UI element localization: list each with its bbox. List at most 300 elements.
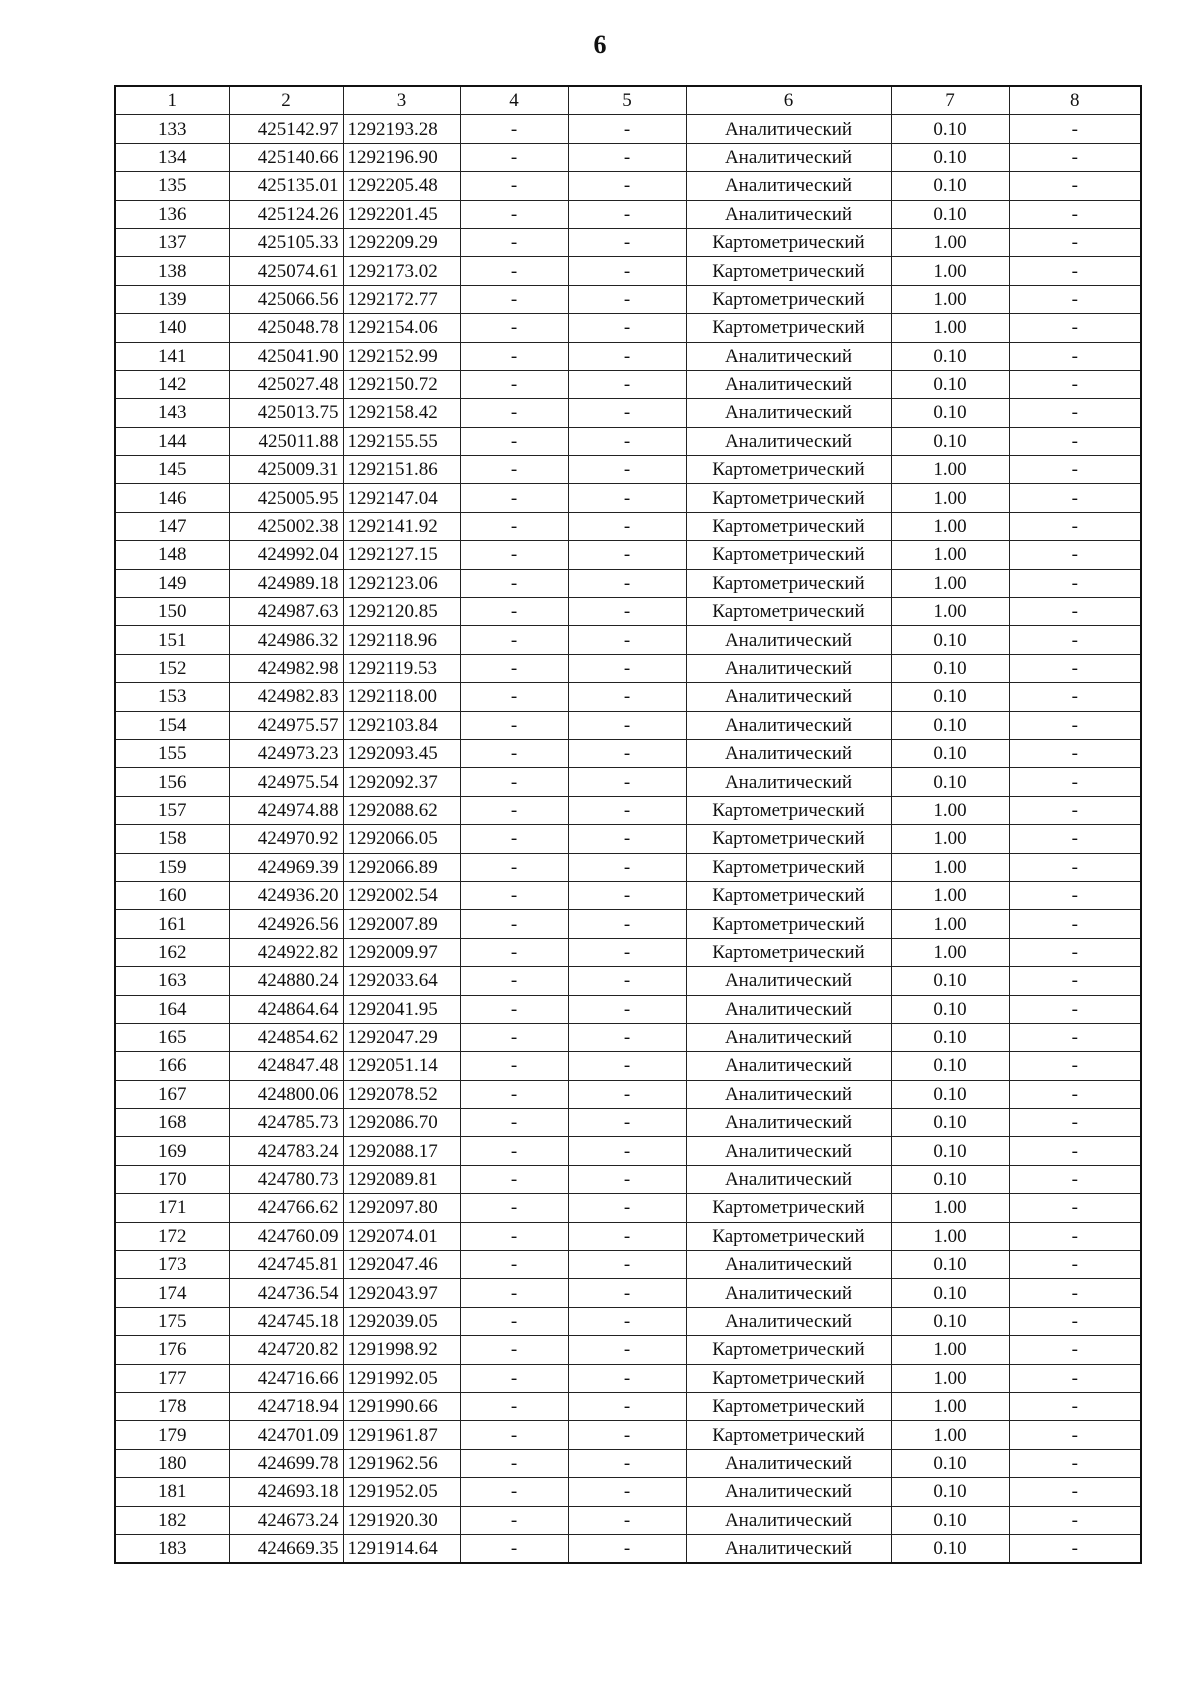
method-cell: Аналитический: [686, 683, 891, 711]
table-row: [115, 626, 1141, 654]
point-number-cell: 160: [115, 881, 229, 909]
method-cell: Аналитический: [686, 1165, 891, 1193]
col5-cell: -: [568, 711, 686, 739]
col8-cell: -: [1009, 1421, 1141, 1449]
col4-cell: -: [460, 1449, 568, 1477]
col4-cell: -: [460, 938, 568, 966]
accuracy-cell: 1.00: [891, 484, 1009, 512]
col8-cell: -: [1009, 1052, 1141, 1080]
col5-cell: -: [568, 1449, 686, 1477]
x-coordinate-cell: 424880.24: [229, 967, 343, 995]
col5-cell: -: [568, 541, 686, 569]
x-coordinate-cell: 425041.90: [229, 342, 343, 370]
x-coordinate-cell: 424780.73: [229, 1165, 343, 1193]
accuracy-cell: 1.00: [891, 910, 1009, 938]
col4-cell: -: [460, 1023, 568, 1051]
col4-cell: -: [460, 1222, 568, 1250]
col4-cell: -: [460, 881, 568, 909]
x-coordinate-cell: 424982.98: [229, 654, 343, 682]
y-coordinate-cell: 1292152.99: [343, 342, 460, 370]
point-number-cell: 167: [115, 1080, 229, 1108]
col5-cell: -: [568, 910, 686, 938]
col8-cell: -: [1009, 598, 1141, 626]
method-cell: Аналитический: [686, 739, 891, 767]
table-row: [115, 1109, 1141, 1137]
header-cell-8: 8: [1009, 86, 1141, 115]
point-number-cell: 170: [115, 1165, 229, 1193]
method-cell: Аналитический: [686, 1534, 891, 1563]
y-coordinate-cell: 1291962.56: [343, 1449, 460, 1477]
accuracy-cell: 0.10: [891, 1307, 1009, 1335]
method-cell: Аналитический: [686, 768, 891, 796]
col8-cell: -: [1009, 200, 1141, 228]
accuracy-cell: 1.00: [891, 285, 1009, 313]
col4-cell: -: [460, 1080, 568, 1108]
x-coordinate-cell: 424745.18: [229, 1307, 343, 1335]
accuracy-cell: 1.00: [891, 796, 1009, 824]
x-coordinate-cell: 424745.81: [229, 1251, 343, 1279]
x-coordinate-cell: 425066.56: [229, 285, 343, 313]
col5-cell: -: [568, 512, 686, 540]
y-coordinate-cell: 1292097.80: [343, 1194, 460, 1222]
col4-cell: -: [460, 427, 568, 455]
col5-cell: -: [568, 1307, 686, 1335]
col5-cell: -: [568, 853, 686, 881]
col8-cell: -: [1009, 1194, 1141, 1222]
col5-cell: -: [568, 739, 686, 767]
y-coordinate-cell: 1292086.70: [343, 1109, 460, 1137]
col4-cell: -: [460, 654, 568, 682]
accuracy-cell: 0.10: [891, 1080, 1009, 1108]
method-cell: Картометрический: [686, 796, 891, 824]
col5-cell: -: [568, 1421, 686, 1449]
accuracy-cell: 0.10: [891, 1279, 1009, 1307]
y-coordinate-cell: 1291952.05: [343, 1478, 460, 1506]
point-number-cell: 162: [115, 938, 229, 966]
header-cell-1: 1: [115, 86, 229, 115]
table-row: [115, 370, 1141, 398]
col4-cell: -: [460, 853, 568, 881]
col8-cell: -: [1009, 1364, 1141, 1392]
col5-cell: -: [568, 399, 686, 427]
x-coordinate-cell: 424800.06: [229, 1080, 343, 1108]
accuracy-cell: 0.10: [891, 1137, 1009, 1165]
accuracy-cell: 0.10: [891, 768, 1009, 796]
x-coordinate-cell: 424785.73: [229, 1109, 343, 1137]
point-number-cell: 152: [115, 654, 229, 682]
col4-cell: -: [460, 1251, 568, 1279]
header-cell-3: 3: [343, 86, 460, 115]
table-row: [115, 456, 1141, 484]
point-number-cell: 158: [115, 825, 229, 853]
col4-cell: -: [460, 1307, 568, 1335]
x-coordinate-cell: 425135.01: [229, 172, 343, 200]
col5-cell: -: [568, 938, 686, 966]
col5-cell: -: [568, 172, 686, 200]
coordinates-table: [114, 85, 1142, 1564]
y-coordinate-cell: 1292141.92: [343, 512, 460, 540]
accuracy-cell: 1.00: [891, 1392, 1009, 1420]
col5-cell: -: [568, 1534, 686, 1563]
accuracy-cell: 0.10: [891, 115, 1009, 143]
method-cell: Аналитический: [686, 995, 891, 1023]
method-cell: Аналитический: [686, 626, 891, 654]
col4-cell: -: [460, 1478, 568, 1506]
method-cell: Картометрический: [686, 484, 891, 512]
col4-cell: -: [460, 1137, 568, 1165]
y-coordinate-cell: 1292103.84: [343, 711, 460, 739]
col8-cell: -: [1009, 342, 1141, 370]
table-row: [115, 1392, 1141, 1420]
accuracy-cell: 0.10: [891, 711, 1009, 739]
point-number-cell: 146: [115, 484, 229, 512]
y-coordinate-cell: 1291998.92: [343, 1336, 460, 1364]
accuracy-cell: 0.10: [891, 1449, 1009, 1477]
y-coordinate-cell: 1292205.48: [343, 172, 460, 200]
col8-cell: -: [1009, 228, 1141, 256]
table-row: [115, 1478, 1141, 1506]
col5-cell: -: [568, 1194, 686, 1222]
point-number-cell: 143: [115, 399, 229, 427]
method-cell: Аналитический: [686, 1023, 891, 1051]
accuracy-cell: 0.10: [891, 967, 1009, 995]
accuracy-cell: 0.10: [891, 683, 1009, 711]
table-row: [115, 512, 1141, 540]
col5-cell: -: [568, 115, 686, 143]
x-coordinate-cell: 424926.56: [229, 910, 343, 938]
col4-cell: -: [460, 1392, 568, 1420]
y-coordinate-cell: 1292158.42: [343, 399, 460, 427]
y-coordinate-cell: 1292066.89: [343, 853, 460, 881]
x-coordinate-cell: 425140.66: [229, 143, 343, 171]
accuracy-cell: 0.10: [891, 739, 1009, 767]
y-coordinate-cell: 1292147.04: [343, 484, 460, 512]
table-row: [115, 1534, 1141, 1563]
accuracy-cell: 0.10: [891, 626, 1009, 654]
method-cell: Картометрический: [686, 825, 891, 853]
col8-cell: -: [1009, 172, 1141, 200]
method-cell: Картометрический: [686, 881, 891, 909]
table-row: [115, 1023, 1141, 1051]
table-row: [115, 257, 1141, 285]
table-row: [115, 967, 1141, 995]
method-cell: Картометрический: [686, 1222, 891, 1250]
col5-cell: -: [568, 370, 686, 398]
col4-cell: -: [460, 995, 568, 1023]
accuracy-cell: 0.10: [891, 1534, 1009, 1563]
col8-cell: -: [1009, 1534, 1141, 1563]
col5-cell: -: [568, 598, 686, 626]
y-coordinate-cell: 1292041.95: [343, 995, 460, 1023]
col4-cell: -: [460, 1421, 568, 1449]
col4-cell: -: [460, 739, 568, 767]
point-number-cell: 177: [115, 1364, 229, 1392]
table-row: [115, 342, 1141, 370]
method-cell: Аналитический: [686, 654, 891, 682]
table-row: [115, 1449, 1141, 1477]
accuracy-cell: 1.00: [891, 257, 1009, 285]
point-number-cell: 163: [115, 967, 229, 995]
col8-cell: -: [1009, 626, 1141, 654]
y-coordinate-cell: 1292047.46: [343, 1251, 460, 1279]
x-coordinate-cell: 425074.61: [229, 257, 343, 285]
y-coordinate-cell: 1292155.55: [343, 427, 460, 455]
method-cell: Картометрический: [686, 569, 891, 597]
col5-cell: -: [568, 1478, 686, 1506]
col8-cell: -: [1009, 1478, 1141, 1506]
col4-cell: -: [460, 796, 568, 824]
table-row: [115, 796, 1141, 824]
table-row: [115, 938, 1141, 966]
y-coordinate-cell: 1292047.29: [343, 1023, 460, 1051]
x-coordinate-cell: 424974.88: [229, 796, 343, 824]
point-number-cell: 176: [115, 1336, 229, 1364]
method-cell: Аналитический: [686, 370, 891, 398]
table-row: [115, 1336, 1141, 1364]
x-coordinate-cell: 424669.35: [229, 1534, 343, 1563]
col8-cell: -: [1009, 683, 1141, 711]
method-cell: Картометрический: [686, 1336, 891, 1364]
method-cell: Картометрический: [686, 598, 891, 626]
col4-cell: -: [460, 1534, 568, 1563]
method-cell: Картометрический: [686, 1194, 891, 1222]
y-coordinate-cell: 1292074.01: [343, 1222, 460, 1250]
accuracy-cell: 0.10: [891, 1052, 1009, 1080]
table-row: [115, 1165, 1141, 1193]
y-coordinate-cell: 1292154.06: [343, 314, 460, 342]
col5-cell: -: [568, 569, 686, 597]
x-coordinate-cell: 424969.39: [229, 853, 343, 881]
table-row: [115, 1307, 1141, 1335]
y-coordinate-cell: 1292150.72: [343, 370, 460, 398]
col8-cell: -: [1009, 853, 1141, 881]
x-coordinate-cell: 425124.26: [229, 200, 343, 228]
col5-cell: -: [568, 143, 686, 171]
col8-cell: -: [1009, 512, 1141, 540]
accuracy-cell: 0.10: [891, 143, 1009, 171]
accuracy-cell: 0.10: [891, 200, 1009, 228]
point-number-cell: 154: [115, 711, 229, 739]
y-coordinate-cell: 1292043.97: [343, 1279, 460, 1307]
col4-cell: -: [460, 1052, 568, 1080]
table-row: [115, 569, 1141, 597]
col5-cell: -: [568, 1052, 686, 1080]
accuracy-cell: 0.10: [891, 172, 1009, 200]
y-coordinate-cell: 1292127.15: [343, 541, 460, 569]
col8-cell: -: [1009, 541, 1141, 569]
col5-cell: -: [568, 654, 686, 682]
col4-cell: -: [460, 143, 568, 171]
y-coordinate-cell: 1292193.28: [343, 115, 460, 143]
method-cell: Картометрический: [686, 285, 891, 313]
col4-cell: -: [460, 399, 568, 427]
method-cell: Аналитический: [686, 1137, 891, 1165]
point-number-cell: 137: [115, 228, 229, 256]
col4-cell: -: [460, 228, 568, 256]
x-coordinate-cell: 424987.63: [229, 598, 343, 626]
point-number-cell: 165: [115, 1023, 229, 1051]
accuracy-cell: 1.00: [891, 1364, 1009, 1392]
method-cell: Аналитический: [686, 711, 891, 739]
point-number-cell: 136: [115, 200, 229, 228]
col8-cell: -: [1009, 569, 1141, 597]
x-coordinate-cell: 424699.78: [229, 1449, 343, 1477]
col5-cell: -: [568, 825, 686, 853]
accuracy-cell: 1.00: [891, 512, 1009, 540]
accuracy-cell: 1.00: [891, 598, 1009, 626]
x-coordinate-cell: 424760.09: [229, 1222, 343, 1250]
x-coordinate-cell: 424989.18: [229, 569, 343, 597]
col8-cell: -: [1009, 143, 1141, 171]
col5-cell: -: [568, 285, 686, 313]
col4-cell: -: [460, 285, 568, 313]
col8-cell: -: [1009, 995, 1141, 1023]
col8-cell: -: [1009, 1109, 1141, 1137]
point-number-cell: 142: [115, 370, 229, 398]
method-cell: Картометрический: [686, 1421, 891, 1449]
col4-cell: -: [460, 910, 568, 938]
table-header-row: [115, 86, 1141, 115]
method-cell: Картометрический: [686, 257, 891, 285]
accuracy-cell: 0.10: [891, 1251, 1009, 1279]
accuracy-cell: 0.10: [891, 1109, 1009, 1137]
col5-cell: -: [568, 228, 686, 256]
method-cell: Картометрический: [686, 853, 891, 881]
y-coordinate-cell: 1292209.29: [343, 228, 460, 256]
col8-cell: -: [1009, 825, 1141, 853]
col5-cell: -: [568, 484, 686, 512]
y-coordinate-cell: 1292066.05: [343, 825, 460, 853]
accuracy-cell: 1.00: [891, 569, 1009, 597]
point-number-cell: 172: [115, 1222, 229, 1250]
point-number-cell: 182: [115, 1506, 229, 1534]
col8-cell: -: [1009, 1392, 1141, 1420]
table-row: [115, 768, 1141, 796]
y-coordinate-cell: 1292120.85: [343, 598, 460, 626]
method-cell: Картометрический: [686, 910, 891, 938]
accuracy-cell: 1.00: [891, 1421, 1009, 1449]
accuracy-cell: 0.10: [891, 342, 1009, 370]
accuracy-cell: 1.00: [891, 228, 1009, 256]
header-cell-5: 5: [568, 86, 686, 115]
y-coordinate-cell: 1292196.90: [343, 143, 460, 171]
col8-cell: -: [1009, 768, 1141, 796]
y-coordinate-cell: 1292002.54: [343, 881, 460, 909]
x-coordinate-cell: 424766.62: [229, 1194, 343, 1222]
col5-cell: -: [568, 683, 686, 711]
point-number-cell: 151: [115, 626, 229, 654]
x-coordinate-cell: 424701.09: [229, 1421, 343, 1449]
col5-cell: -: [568, 967, 686, 995]
x-coordinate-cell: 425013.75: [229, 399, 343, 427]
col4-cell: -: [460, 257, 568, 285]
accuracy-cell: 0.10: [891, 1165, 1009, 1193]
table-row: [115, 1080, 1141, 1108]
col8-cell: -: [1009, 1307, 1141, 1335]
method-cell: Аналитический: [686, 143, 891, 171]
x-coordinate-cell: 424693.18: [229, 1478, 343, 1506]
accuracy-cell: 1.00: [891, 1222, 1009, 1250]
y-coordinate-cell: 1292201.45: [343, 200, 460, 228]
table-row: [115, 314, 1141, 342]
method-cell: Аналитический: [686, 1449, 891, 1477]
y-coordinate-cell: 1292123.06: [343, 569, 460, 597]
method-cell: Аналитический: [686, 1279, 891, 1307]
accuracy-cell: 1.00: [891, 1336, 1009, 1364]
col5-cell: -: [568, 342, 686, 370]
table-row: [115, 1364, 1141, 1392]
table-row: [115, 1279, 1141, 1307]
x-coordinate-cell: 425002.38: [229, 512, 343, 540]
x-coordinate-cell: 424975.57: [229, 711, 343, 739]
col4-cell: -: [460, 1109, 568, 1137]
method-cell: Картометрический: [686, 938, 891, 966]
method-cell: Аналитический: [686, 342, 891, 370]
point-number-cell: 173: [115, 1251, 229, 1279]
y-coordinate-cell: 1292093.45: [343, 739, 460, 767]
col5-cell: -: [568, 456, 686, 484]
accuracy-cell: 0.10: [891, 1478, 1009, 1506]
table-row: [115, 853, 1141, 881]
method-cell: Аналитический: [686, 399, 891, 427]
table-body: [115, 115, 1141, 1563]
table-row: [115, 910, 1141, 938]
col4-cell: -: [460, 172, 568, 200]
table-row: [115, 683, 1141, 711]
table-row: [115, 484, 1141, 512]
accuracy-cell: 0.10: [891, 399, 1009, 427]
x-coordinate-cell: 424922.82: [229, 938, 343, 966]
point-number-cell: 178: [115, 1392, 229, 1420]
y-coordinate-cell: 1291961.87: [343, 1421, 460, 1449]
point-number-cell: 161: [115, 910, 229, 938]
point-number-cell: 183: [115, 1534, 229, 1563]
table-row: [115, 1222, 1141, 1250]
table-row: [115, 711, 1141, 739]
header-cell-6: 6: [686, 86, 891, 115]
x-coordinate-cell: 425142.97: [229, 115, 343, 143]
col5-cell: -: [568, 1023, 686, 1051]
method-cell: Аналитический: [686, 967, 891, 995]
point-number-cell: 171: [115, 1194, 229, 1222]
table-row: [115, 399, 1141, 427]
table-row: [115, 1251, 1141, 1279]
x-coordinate-cell: 425048.78: [229, 314, 343, 342]
x-coordinate-cell: 424718.94: [229, 1392, 343, 1420]
col5-cell: -: [568, 1364, 686, 1392]
header-cell-4: 4: [460, 86, 568, 115]
col4-cell: -: [460, 626, 568, 654]
col5-cell: -: [568, 427, 686, 455]
point-number-cell: 140: [115, 314, 229, 342]
table-row: [115, 654, 1141, 682]
page-number: 6: [593, 30, 607, 59]
col8-cell: -: [1009, 938, 1141, 966]
col8-cell: -: [1009, 739, 1141, 767]
point-number-cell: 133: [115, 115, 229, 143]
point-number-cell: 180: [115, 1449, 229, 1477]
table-row: [115, 598, 1141, 626]
y-coordinate-cell: 1292088.62: [343, 796, 460, 824]
col5-cell: -: [568, 768, 686, 796]
col8-cell: -: [1009, 1080, 1141, 1108]
col8-cell: -: [1009, 285, 1141, 313]
table-row: [115, 228, 1141, 256]
col4-cell: -: [460, 512, 568, 540]
col8-cell: -: [1009, 314, 1141, 342]
x-coordinate-cell: 425009.31: [229, 456, 343, 484]
col4-cell: -: [460, 342, 568, 370]
